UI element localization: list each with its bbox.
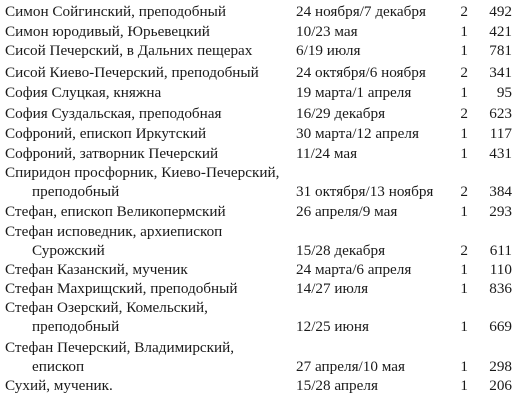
index-entry	[0, 202, 517, 222]
entry-volume: 1	[460, 377, 468, 394]
entry-date: 24 марта/6 апреля	[296, 261, 412, 278]
entry-volume: 1	[460, 42, 468, 59]
entry-date: 12/25 июня	[296, 318, 369, 335]
index-entry	[0, 22, 517, 42]
entry-date: 16/29 декабря	[296, 105, 386, 122]
entry-name: София Суздальская, преподобная	[5, 105, 222, 122]
index-entry	[0, 63, 517, 83]
entry-volume: 1	[460, 23, 468, 40]
entry-page: 669	[489, 318, 512, 335]
entry-date: 27 апреля/10 мая	[296, 358, 405, 375]
entry-volume: 2	[460, 242, 468, 259]
entry-page: 623	[489, 105, 512, 122]
index-entry	[0, 41, 517, 61]
entry-name: Симон Сойгинский, преподобный	[5, 3, 226, 20]
entry-volume: 1	[460, 358, 468, 375]
entry-date: 14/27 июля	[296, 280, 369, 297]
entry-name-line2: преподобный	[32, 318, 120, 335]
entry-name: София Слуцкая, княжна	[5, 84, 162, 101]
index-entry-line2	[0, 241, 517, 261]
index-entry	[0, 260, 517, 280]
index-entry	[0, 144, 517, 164]
entry-page: 293	[489, 203, 512, 220]
index-entry	[0, 279, 517, 299]
entry-name: Сисой Печерский, в Дальних пещерах	[5, 42, 253, 59]
entry-date: 6/19 июля	[296, 42, 361, 59]
entry-name-line1: Стефан Озерский, Комельский,	[5, 299, 208, 316]
entry-page: 384	[489, 183, 512, 200]
entry-volume: 2	[460, 105, 468, 122]
index-entry-line2	[0, 357, 517, 377]
entry-page: 492	[489, 3, 512, 20]
index-entry	[0, 104, 517, 124]
entry-volume: 1	[460, 261, 468, 278]
index-entry	[0, 2, 517, 22]
entry-volume: 2	[460, 3, 468, 20]
index-entry	[0, 376, 517, 396]
entry-volume: 1	[460, 280, 468, 297]
entry-volume: 1	[460, 84, 468, 101]
entry-name: Симон юродивый, Юрьевецкий	[5, 23, 210, 40]
entry-name: Софроний, затворник Печерский	[5, 145, 219, 162]
entry-date: 15/28 апреля	[296, 377, 378, 394]
entry-name-line1: Спиридон просфорник, Киево-Печерский,	[5, 164, 280, 181]
entry-volume: 1	[460, 145, 468, 162]
entry-page: 421	[489, 23, 512, 40]
index-entry-line1	[0, 163, 517, 183]
entry-date: 15/28 декабря	[296, 242, 386, 259]
entry-volume: 1	[460, 203, 468, 220]
entry-page: 341	[489, 64, 512, 81]
index-entry-line1	[0, 222, 517, 242]
entry-page: 431	[489, 145, 512, 162]
entry-page: 781	[489, 42, 512, 59]
entry-name: Стефан Махрищский, преподобный	[5, 280, 238, 297]
entry-name-line2: епископ	[32, 358, 85, 375]
entry-page: 110	[489, 261, 512, 278]
entry-page: 298	[489, 358, 512, 375]
entry-date: 30 марта/12 апреля	[296, 125, 419, 142]
entry-page: 95	[496, 84, 512, 101]
entry-name: Стефан Казанский, мученик	[5, 261, 188, 278]
entry-page: 206	[489, 377, 512, 394]
entry-name: Сухий, мученик.	[5, 377, 113, 394]
entry-name-line1: Стефан Печерский, Владимирский,	[5, 339, 235, 356]
entry-date: 31 октября/13 ноября	[296, 183, 434, 200]
index-entry-line1	[0, 338, 517, 358]
index-entry-line2	[0, 182, 517, 202]
entry-date: 24 ноября/7 декабря	[296, 3, 426, 20]
entry-date: 26 апреля/9 мая	[296, 203, 398, 220]
entry-name: Софроний, епископ Иркутский	[5, 125, 207, 142]
entry-volume: 1	[460, 125, 468, 142]
entry-name-line2: преподобный	[32, 183, 120, 200]
entry-date: 10/23 мая	[296, 23, 358, 40]
entry-name: Стефан, епископ Великопермский	[5, 203, 226, 220]
entry-name-line2: Сурожский	[32, 242, 105, 259]
entry-date: 11/24 мая	[296, 145, 358, 162]
entry-volume: 1	[460, 318, 468, 335]
entry-page: 117	[489, 125, 512, 142]
entry-page: 836	[489, 280, 512, 297]
entry-name-line1: Стефан исповедник, архиепископ	[5, 223, 223, 240]
entry-name: Сисой Киево-Печерский, преподобный	[5, 64, 259, 81]
index-entry	[0, 83, 517, 103]
entry-date: 19 марта/1 апреля	[296, 84, 412, 101]
entry-volume: 2	[460, 183, 468, 200]
index-entry-line1	[0, 298, 517, 318]
entry-page: 611	[489, 242, 512, 259]
entry-date: 24 октября/6 ноября	[296, 64, 426, 81]
entry-volume: 2	[460, 64, 468, 81]
index-entry-line2	[0, 317, 517, 337]
index-entry	[0, 124, 517, 144]
